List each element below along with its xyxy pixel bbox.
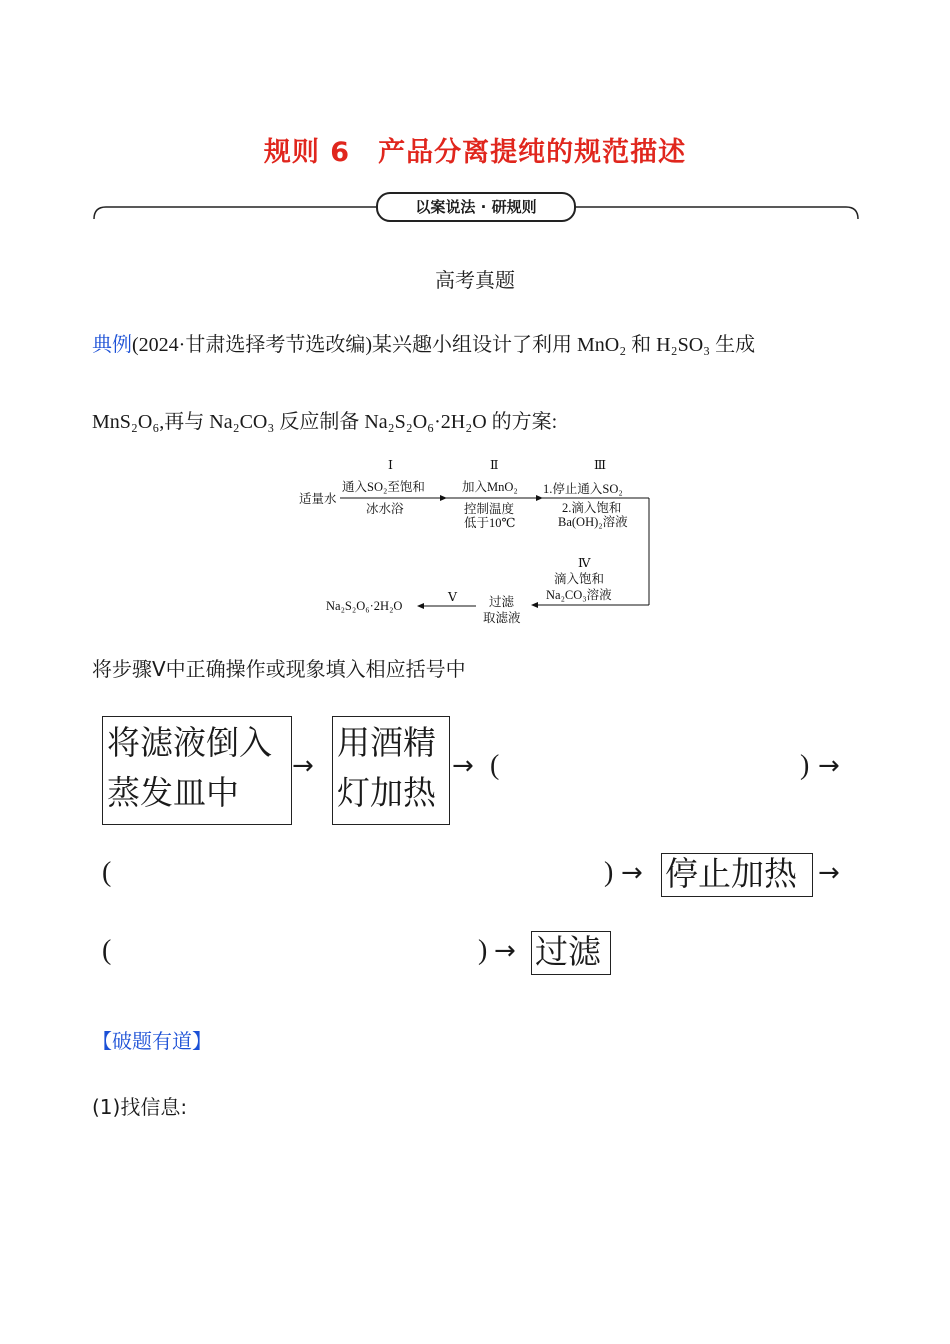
flow-arrow: → xyxy=(452,751,474,781)
step-4-line-2: Na₂CO₃溶液 xyxy=(546,588,612,602)
instruction: 将步骤Ⅴ中正确操作或现象填入相应括号中 xyxy=(92,657,466,681)
diagram-start: 适量水 xyxy=(299,492,337,506)
flow-box-filter: 过滤 xyxy=(531,931,611,975)
answer-blank-3-close: ) xyxy=(478,935,488,966)
answer-blank-2-close: ) xyxy=(604,857,614,888)
filter-line-1: 过滤 xyxy=(489,595,515,609)
flow-box-heat xyxy=(332,716,450,825)
filter-line-2: 取滤液 xyxy=(483,611,521,625)
answer-blank-2-open: ( xyxy=(102,857,112,888)
step-5-num: Ⅴ xyxy=(448,590,458,604)
step-4-num: Ⅳ xyxy=(578,556,591,570)
step-1-bottom: 冰水浴 xyxy=(366,502,404,516)
step-2-bottom-1: 控制温度 xyxy=(464,502,515,516)
flow-box-pour xyxy=(102,716,292,825)
step-3-bottom-2: Ba(OH)₂溶液 xyxy=(558,515,628,529)
flow-box-heat-line-2: 灯加热 xyxy=(337,776,436,812)
step-3-bottom-1: 2.滴入饱和 xyxy=(562,501,622,515)
flow-box-pour-line-1: 将滤液倒入 xyxy=(107,726,272,762)
example-line-1 xyxy=(92,328,755,357)
diagram-product: Na₂S₂O₆·2H₂O xyxy=(326,599,403,613)
flow-arrow: → xyxy=(818,751,840,781)
step-1-top: 通入SO₂至饱和 xyxy=(342,480,425,494)
example-text-1: (2024·甘肃选择考节选改编)某兴趣小组设计了利用 MnO₂ 和 H₂SO₃ 生成 xyxy=(132,334,756,356)
step-2-top: 加入MnO₂ xyxy=(462,480,518,494)
step-2-num: Ⅱ xyxy=(490,458,499,472)
answer-blank-3-open: ( xyxy=(102,935,112,966)
flow-box-heat-line-1: 用酒精 xyxy=(337,726,436,762)
flow-arrow: → xyxy=(818,858,840,888)
page-title: 规则 6 产品分离提纯的规范描述 xyxy=(263,137,687,168)
step-find-info: (1)找信息: xyxy=(92,1095,188,1119)
example-line-2: MnS₂O₆,再与 Na₂CO₃ 反应制备 Na₂S₂O₆·2H₂O 的方案: xyxy=(92,411,558,433)
step-3-top: 1.停止通入SO₂ xyxy=(543,482,623,496)
flow-arrow: → xyxy=(292,751,314,781)
flow-box-stop-heating: 停止加热 xyxy=(661,853,813,897)
step-2-bottom-2: 低于10℃ xyxy=(464,516,516,530)
step-4-line-1: 滴入饱和 xyxy=(554,572,605,586)
answer-blank-1-close: ) xyxy=(800,750,810,781)
example-tag: 典例 xyxy=(92,332,132,356)
step-3-num: Ⅲ xyxy=(594,458,607,472)
tips-heading: 【破题有道】 xyxy=(92,1029,212,1053)
process-diagram xyxy=(296,455,666,631)
flow-arrow: → xyxy=(494,936,516,966)
flow-arrow: → xyxy=(621,858,643,888)
step-1-num: Ⅰ xyxy=(388,458,393,472)
banner-label: 以案说法 · 研规则 xyxy=(376,192,576,222)
section-heading: 高考真题 xyxy=(435,268,515,292)
flow-box-pour-line-2: 蒸发皿中 xyxy=(107,776,239,812)
answer-blank-1-open: ( xyxy=(490,750,500,781)
